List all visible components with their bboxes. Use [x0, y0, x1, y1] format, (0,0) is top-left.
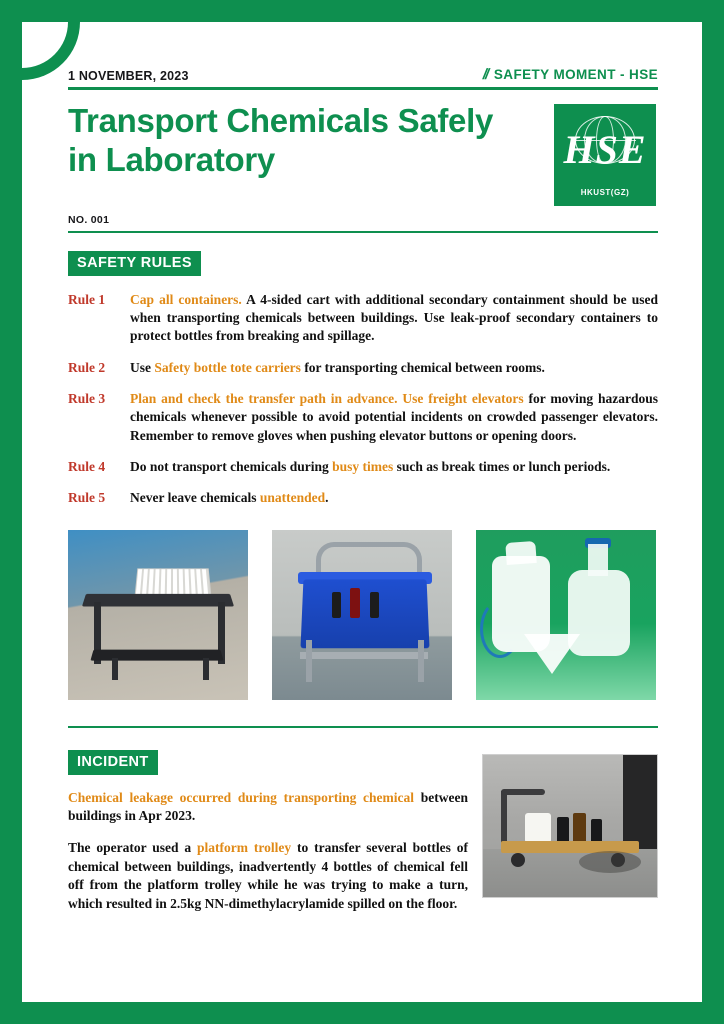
trolley-frame	[306, 640, 312, 682]
document-number: NO. 001	[68, 214, 110, 226]
title-divider	[68, 231, 658, 233]
body-text: for moving hazardous chemicals whenever possible to avoid potential incidents on crowded passenger elevators. Remember to remove gloves when pushing elevator buttons or opening doors.	[130, 391, 658, 443]
body-text: such as break times or lunch periods.	[393, 459, 611, 475]
highlighted-text: platform trolley	[197, 840, 292, 856]
tube-rack	[135, 568, 212, 596]
trolley-rail	[501, 791, 507, 843]
photo-carboy-funnel-and-bottle	[476, 530, 656, 700]
trolley-wheel	[511, 853, 525, 867]
rule-text	[130, 359, 658, 377]
rule-label: Rule 1	[68, 291, 106, 307]
rule-text	[130, 489, 658, 507]
poster-content	[68, 66, 658, 914]
section-divider	[68, 726, 658, 728]
body-text: Never leave chemicals	[130, 490, 260, 506]
double-slash-icon: //	[480, 66, 489, 83]
chemical-bottle	[573, 813, 586, 843]
body-text: between buildings in Apr 2023.	[68, 789, 468, 824]
background-shadow	[623, 755, 657, 851]
department-label: SAFETY MOMENT - HSE	[493, 67, 658, 82]
poster-page	[22, 22, 702, 1002]
incident-section	[68, 750, 658, 914]
safety-rule-item	[68, 359, 658, 377]
safety-rules-list	[68, 291, 658, 508]
highlighted-text: Chemical leakage occurred during transporting chemical	[68, 789, 415, 805]
funnel	[524, 634, 580, 674]
title-block	[68, 102, 658, 206]
trolley-shelf	[300, 652, 428, 659]
hse-logo	[554, 104, 656, 206]
incident-tag: INCIDENT	[68, 750, 158, 775]
chemical-bottle	[557, 817, 569, 843]
photo-row	[68, 530, 658, 700]
safety-rule-item	[68, 291, 658, 346]
rule-text	[130, 458, 658, 476]
cart-leg	[112, 658, 118, 680]
highlighted-text: unattended	[259, 490, 326, 506]
safety-rule-item	[68, 390, 658, 445]
rule-text	[130, 390, 658, 445]
publication-date: 1 NOVEMBER, 2023	[68, 69, 189, 83]
rule-label: Rule 5	[68, 490, 106, 506]
rule-label: Rule 2	[68, 359, 106, 375]
chemical-bottle	[350, 588, 360, 618]
page-title: Transport Chemicals Safely in Laboratory	[68, 102, 494, 178]
highlighted-text: busy times	[332, 459, 394, 475]
rule-text	[130, 291, 658, 346]
incident-paragraph	[68, 839, 468, 914]
body-text: The operator used a	[68, 840, 198, 856]
body-text: Use	[130, 359, 155, 375]
logo-subtext: HKUST(GZ)	[580, 188, 630, 197]
rule-label: Rule 3	[68, 391, 106, 407]
body-text: .	[325, 490, 329, 506]
body-text: A 4-sided cart with additional secondary containment should be used when transporting chemicals between buildings. Use leak-proof secondary containers to protect bottles from breaking and spillage.	[130, 291, 658, 344]
chemical-bottle	[370, 592, 379, 618]
highlighted-text: Plan and check the transfer path in advance. Use freight elevators	[130, 391, 524, 407]
safety-rule-item	[68, 489, 658, 507]
incident-paragraph	[68, 789, 468, 826]
body-text: to transfer several bottles of chemical between buildings, inadvertently 4 bottles of chemical fell off from the platform trolley while he was trying to make a turn, which resulted in 2.5kg NN-dimethylacrylamide spilled on the floor.	[68, 840, 468, 911]
header-department-group	[480, 66, 658, 83]
trolley-handle-bar	[501, 789, 545, 795]
cart-leg	[203, 658, 209, 680]
chemical-bottle	[591, 819, 602, 843]
logo-text: HSE	[563, 127, 647, 172]
safety-rules-tag: SAFETY RULES	[68, 251, 201, 276]
white-jug	[525, 813, 551, 843]
trolley-frame	[418, 640, 424, 682]
photo-incident-platform-trolley-spill	[482, 754, 658, 898]
body-text: Do not transport chemicals during	[130, 459, 333, 475]
body-text: for transporting chemical between rooms.	[300, 359, 545, 375]
header-row	[68, 66, 658, 83]
blue-bin	[300, 579, 429, 648]
highlighted-text: Safety bottle tote carriers	[154, 359, 301, 375]
header-divider	[68, 87, 658, 90]
highlighted-text: Cap all containers.	[130, 291, 242, 307]
photo-flatbed-cart-with-racks	[68, 530, 248, 700]
chemical-bottle	[332, 592, 341, 618]
corner-fold-inner	[22, 22, 68, 68]
incident-text	[68, 789, 468, 914]
photo-blue-bin-trolley-with-bottles	[272, 530, 452, 700]
safety-rule-item	[68, 458, 658, 476]
chemical-spill	[579, 851, 641, 873]
cart-top-shelf	[82, 594, 234, 607]
rule-label: Rule 4	[68, 459, 106, 475]
